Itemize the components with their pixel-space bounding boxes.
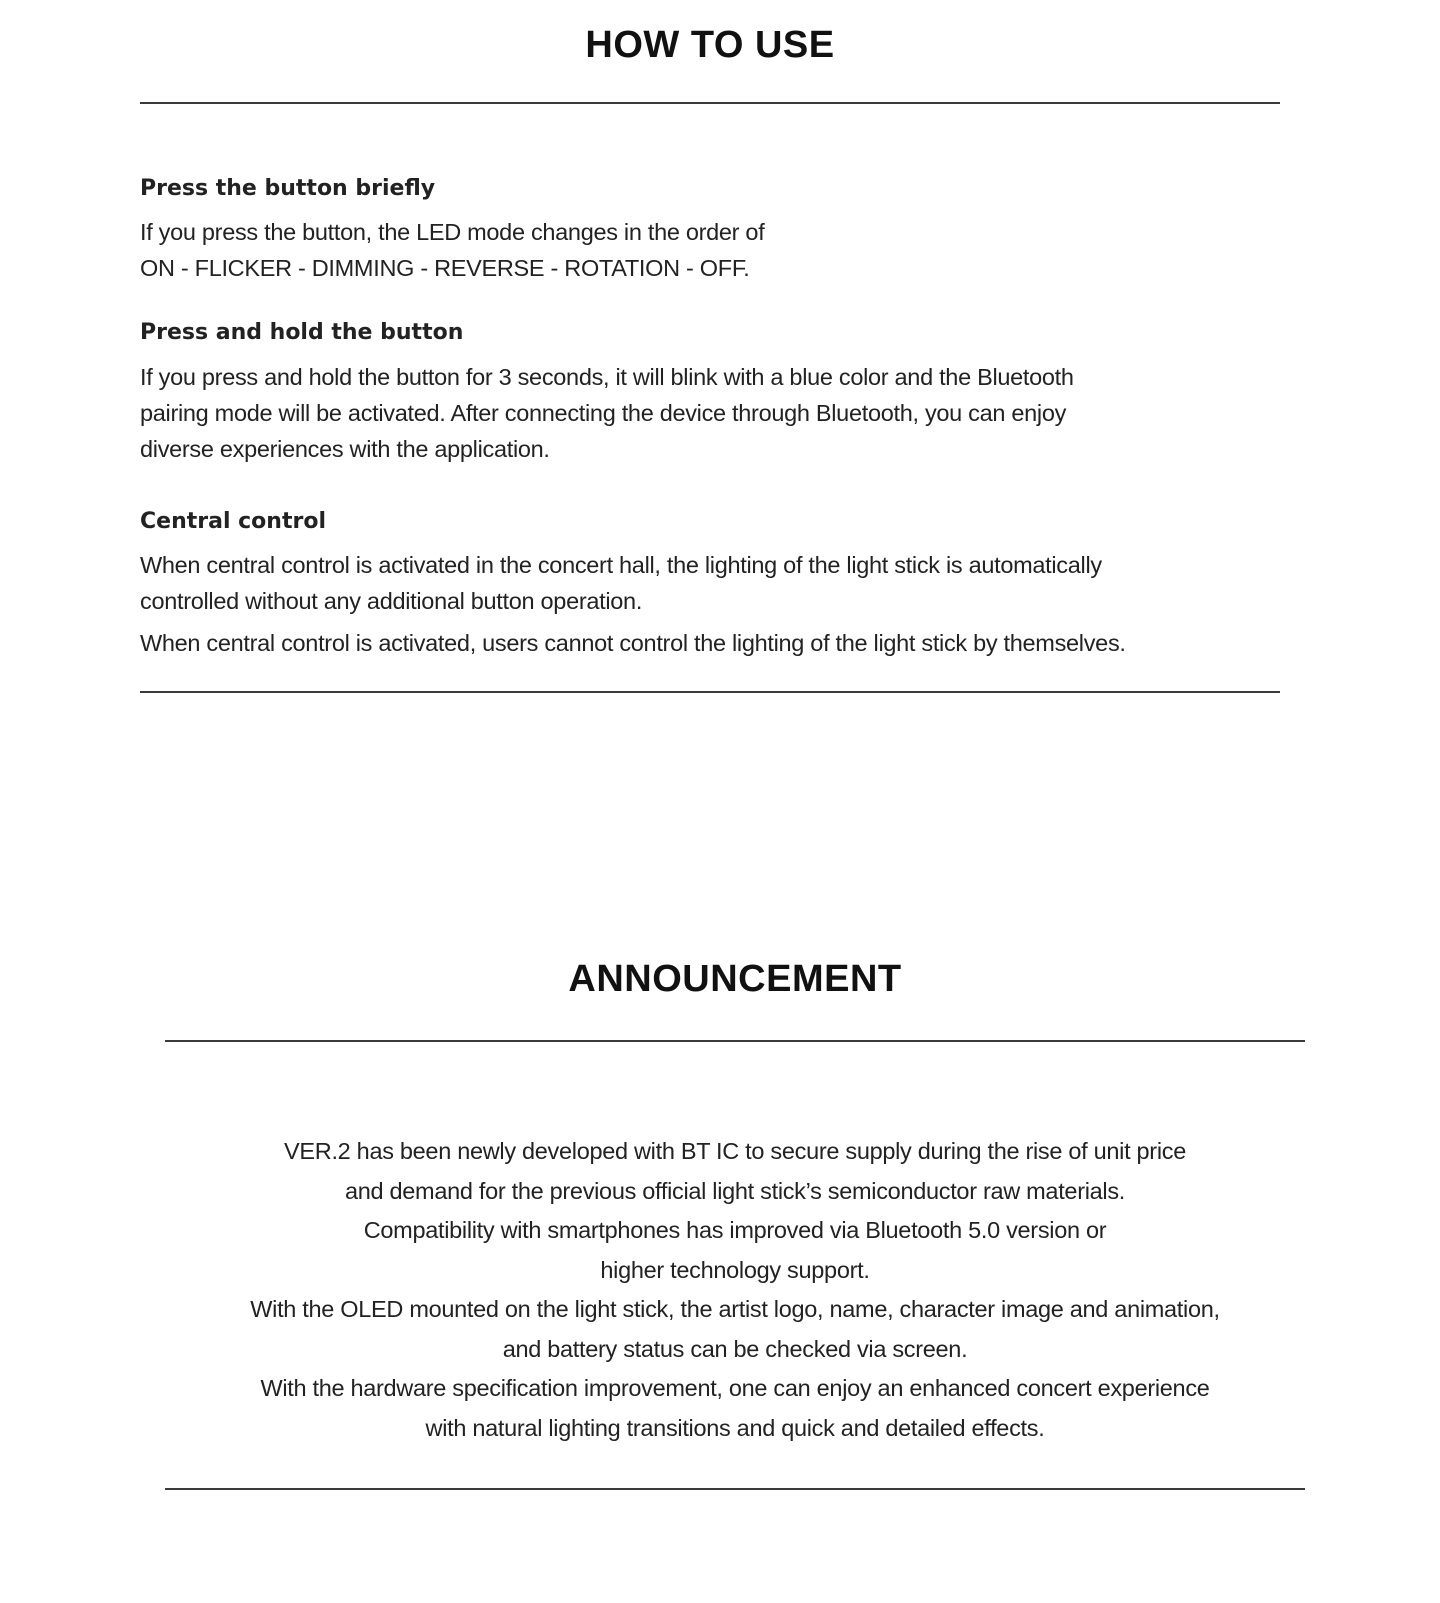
instruction-body: [140, 214, 1280, 286]
instruction-title: Press and hold the button: [140, 320, 464, 346]
announcement-body: [165, 1042, 1305, 1448]
instruction-paragraph: If you press the button, the LED mode changes in the order of ON - FLICKER - DIMMING - REVERSE - ROTATION - OFF.: [140, 219, 765, 282]
announcement-bottom-divider: [165, 1488, 1305, 1490]
instruction-paragraph: When central control is activated, users cannot control the lighting of the light stick by themselves.: [140, 630, 1126, 657]
instruction-item-press-hold: [140, 320, 1280, 466]
instruction-item-central-control: [140, 509, 1280, 661]
announcement-section: [165, 960, 1305, 1490]
how-to-use-items: [140, 104, 1280, 661]
announcement-line: VER.2 has been newly developed with BT IC to secure supply during the rise of unit price: [284, 1138, 1186, 1164]
instruction-paragraph: If you press and hold the button for 3 seconds, it will blink with a blue color and the Bluetooth pairing mode will be activated. After connecting the device through Bluetooth, you can enjoy diverse experiences with the application.: [140, 363, 1074, 462]
instruction-paragraph: When central control is activated in the concert hall, the lighting of the light stick is automatically controlled without any additional button operation.: [140, 552, 1102, 615]
how-to-use-section: [140, 0, 1280, 693]
announcement-line: and battery status can be checked via screen.: [502, 1335, 968, 1362]
announcement-line: with natural lighting transitions and quick and detailed effects.: [425, 1414, 1045, 1441]
instruction-body: [140, 547, 1280, 661]
instruction-body: [140, 359, 1280, 467]
announcement-line: Compatibility with smartphones has improved via Bluetooth 5.0 version or: [363, 1217, 1107, 1243]
announcement-line: higher technology support.: [600, 1256, 870, 1283]
announcement-line: and demand for the previous official light stick’s semiconductor raw materials.: [344, 1177, 1126, 1204]
instruction-title: Central control: [140, 508, 326, 534]
announcement-title: ANNOUNCEMENT: [568, 958, 902, 1000]
announcement-line: With the OLED mounted on the light stick, the artist logo, name, character image and animation,: [250, 1296, 1220, 1322]
how-to-use-bottom-divider: [140, 691, 1280, 693]
how-to-use-title: HOW TO USE: [585, 24, 835, 66]
instruction-title: Press the button briefly: [140, 176, 436, 201]
instruction-item-press-briefly: [140, 176, 1280, 286]
announcement-line: With the hardware specification improvement, one can enjoy an enhanced concert experience: [260, 1375, 1210, 1401]
